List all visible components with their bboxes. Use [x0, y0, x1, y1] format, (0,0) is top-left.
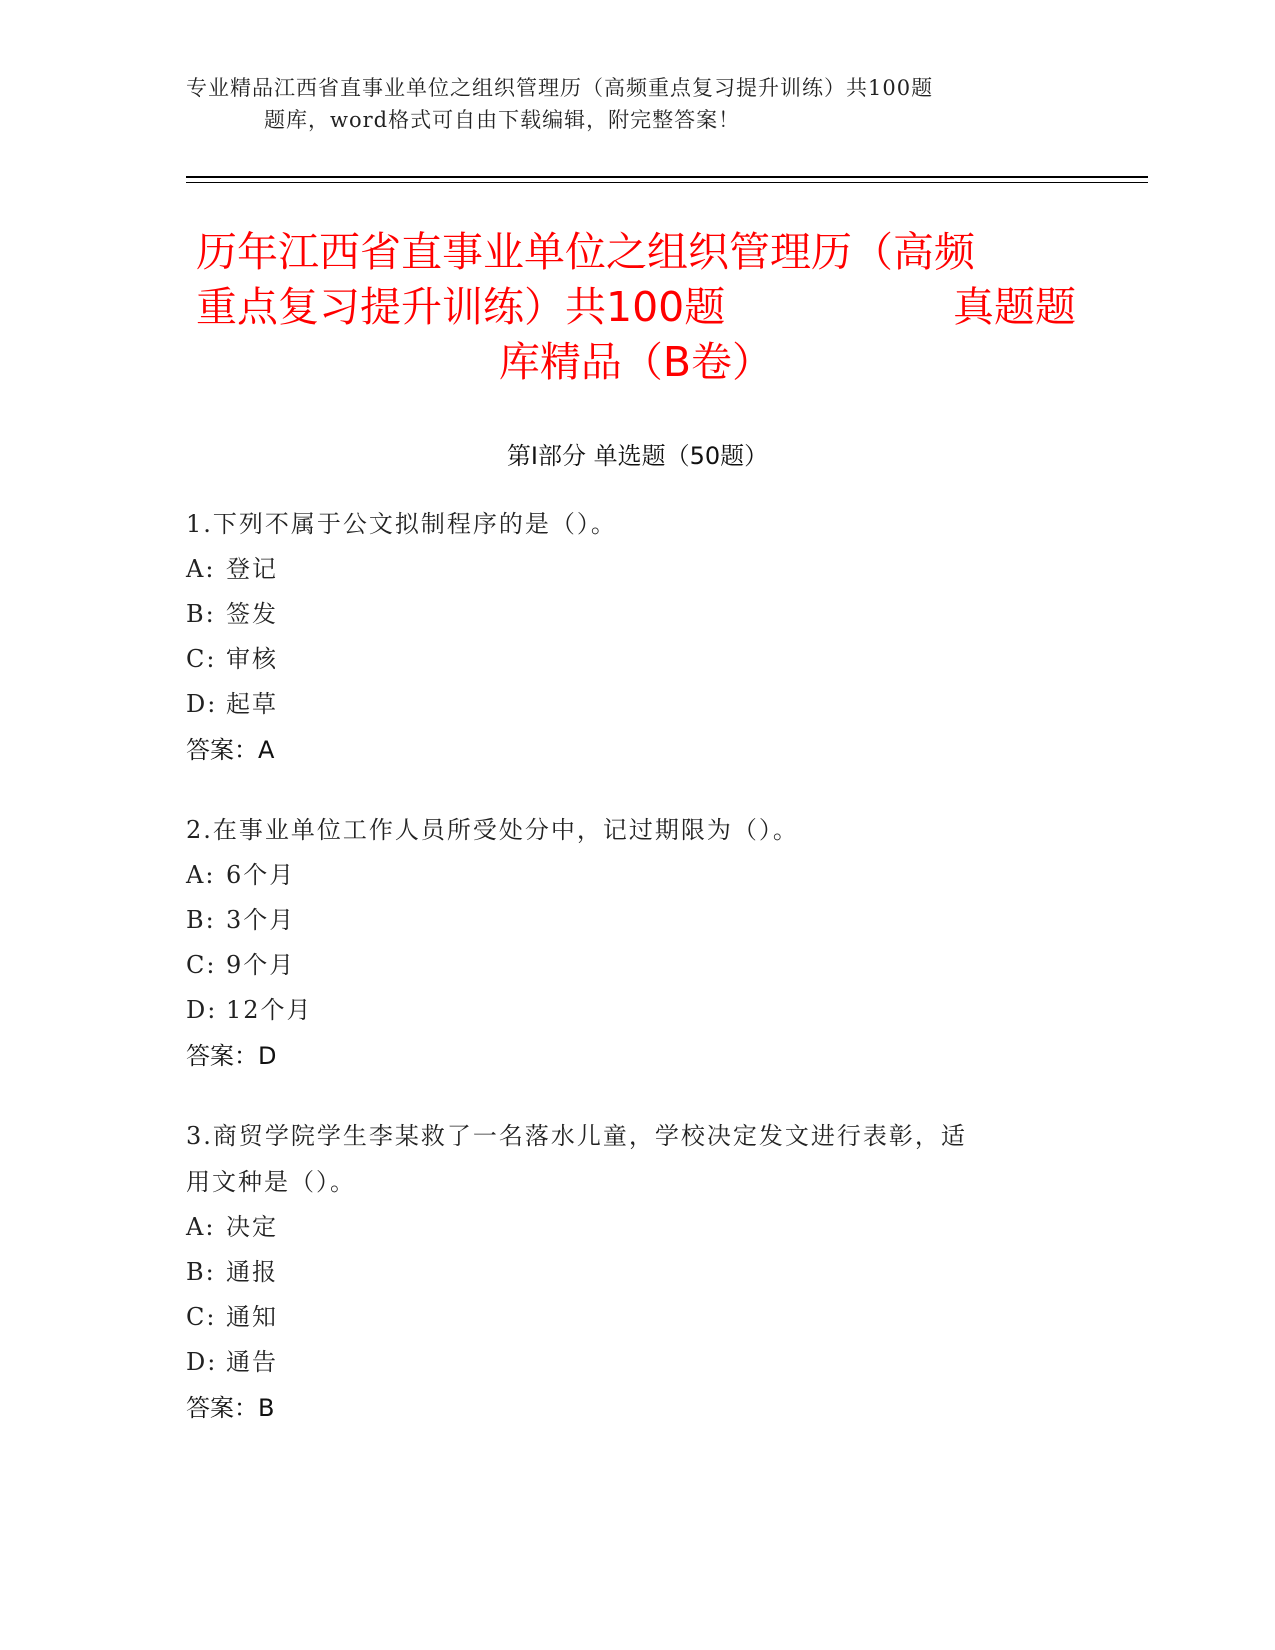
option-b — [186, 898, 1066, 943]
option-a — [186, 1205, 1066, 1250]
option-label: C: — [186, 951, 217, 979]
option-c — [186, 943, 1066, 988]
option-label: D: — [186, 1348, 218, 1376]
option-d — [186, 1340, 1066, 1385]
question-stem: 2.在事业单位工作人员所受处分中，记过期限为（）。 — [186, 816, 799, 844]
question-1 — [186, 501, 1066, 773]
option-b — [186, 592, 1066, 637]
section-title: 第Ⅰ部分 单选题（50题） — [506, 442, 769, 470]
header-divider-thick — [186, 176, 1148, 178]
question-2 — [186, 807, 1066, 1079]
option-text: 起草 — [226, 690, 278, 718]
title-line-3: 库精品（B卷） — [498, 338, 774, 386]
option-label: B: — [186, 906, 216, 934]
option-text: 签发 — [226, 600, 278, 628]
option-b — [186, 1250, 1066, 1295]
answer: 答案：A — [186, 736, 275, 764]
question-stem: 1.下列不属于公文拟制程序的是（）。 — [186, 510, 617, 538]
option-c — [186, 1295, 1066, 1340]
option-label: A: — [186, 1213, 216, 1241]
option-a — [186, 853, 1066, 898]
option-label: C: — [186, 1303, 217, 1331]
option-text: 通告 — [226, 1348, 278, 1376]
title-line-2b: 真题题 — [953, 283, 1076, 331]
option-a — [186, 547, 1066, 592]
option-text: 登记 — [226, 555, 278, 583]
answer: 答案：B — [186, 1394, 275, 1422]
question-stem: 3.商贸学院学生李某救了一名落水儿童，学校决定发文进行表彰，适 — [186, 1122, 967, 1150]
title-row-2 — [196, 280, 1076, 335]
question-stem-continued: 用文种是（）。 — [186, 1168, 356, 1196]
answer: 答案：D — [186, 1042, 277, 1070]
title-line-1: 历年江西省直事业单位之组织管理历（高频 — [196, 228, 975, 276]
option-label: D: — [186, 996, 218, 1024]
option-label: A: — [186, 861, 216, 889]
page-header — [186, 72, 1046, 136]
header-line-2: 题库，word格式可自由下载编辑，附完整答案！ — [264, 108, 741, 132]
option-label: D: — [186, 690, 218, 718]
option-d — [186, 682, 1066, 727]
option-text: 6个月 — [226, 861, 296, 889]
option-text: 12个月 — [226, 996, 313, 1024]
title-line-2a: 重点复习提升训练）共100题 — [196, 283, 726, 331]
header-divider-thin — [186, 182, 1148, 183]
option-text: 审核 — [226, 645, 278, 673]
option-d — [186, 988, 1066, 1033]
option-text: 3个月 — [226, 906, 296, 934]
option-text: 通报 — [226, 1258, 278, 1286]
document-title — [196, 225, 1076, 390]
title-row-1 — [196, 225, 1076, 280]
option-label: B: — [186, 600, 216, 628]
option-text: 决定 — [226, 1213, 278, 1241]
option-label: C: — [186, 645, 217, 673]
option-text: 通知 — [226, 1303, 278, 1331]
option-c — [186, 637, 1066, 682]
option-text: 9个月 — [226, 951, 296, 979]
option-label: B: — [186, 1258, 216, 1286]
header-line-1: 专业精品江西省直事业单位之组织管理历（高频重点复习提升训练）共100题 — [186, 76, 934, 100]
title-row-3 — [196, 335, 1076, 390]
question-3 — [186, 1113, 1066, 1431]
option-label: A: — [186, 555, 216, 583]
